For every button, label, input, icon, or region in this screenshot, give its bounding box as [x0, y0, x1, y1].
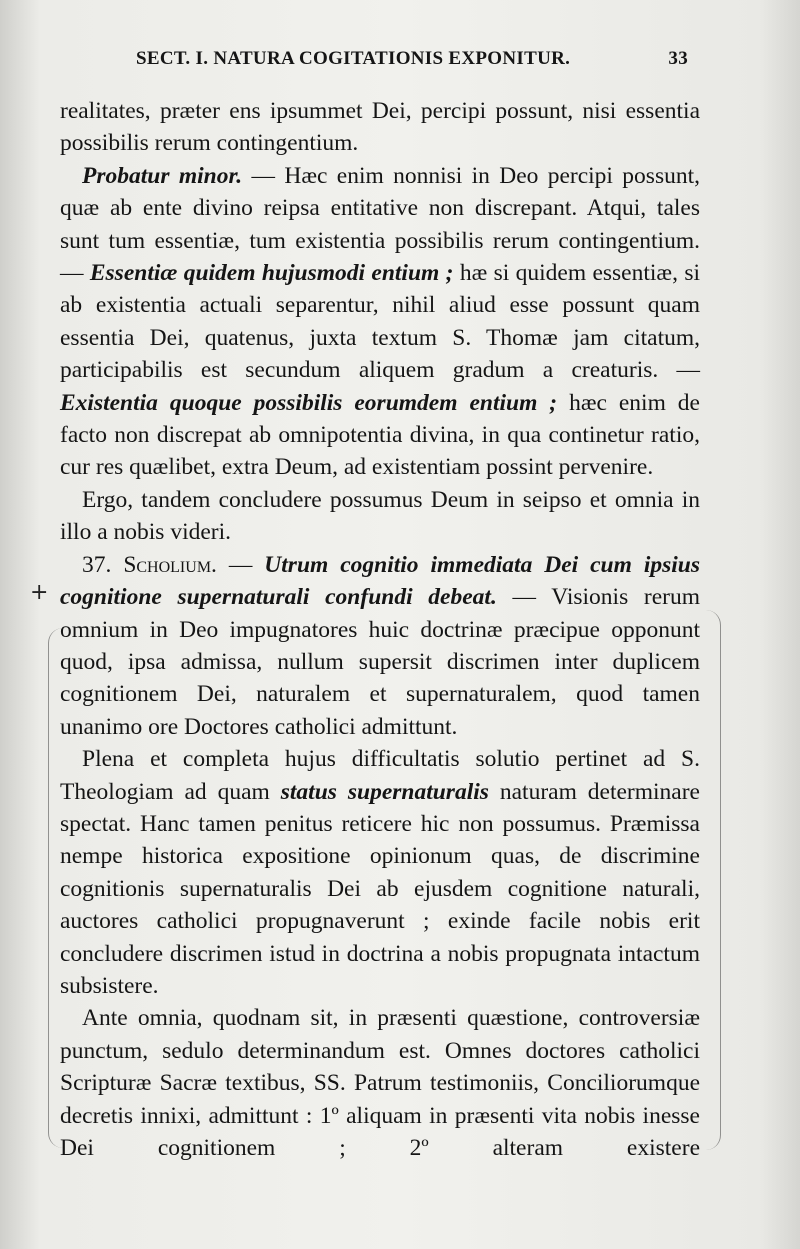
text-run: 37. [82, 551, 124, 578]
paragraph [60, 743, 700, 1002]
margin-pencil-bracket-right [706, 610, 721, 1150]
italic-phrase: Existentia quoque possibilis eorumdem entium ; [60, 389, 558, 416]
running-header [128, 48, 688, 74]
paragraph [60, 95, 700, 160]
paragraph [60, 549, 700, 743]
text-run: hæ si quidem essentiæ, si ab existentia actuali separentur, nihil aliud esse possunt quam essentia Dei, quatenus, juxta textum S. Thomæ jam citatum, participabilis est secundum aliquem gradum a creaturis. — [60, 260, 700, 384]
italic-phrase: Utrum cognitio immediata Dei cum ipsius cognitione supernaturali confundi debeat. [60, 551, 700, 611]
paragraph [60, 484, 700, 549]
text-run: — [216, 551, 265, 578]
text-run: naturam determinare spectat. Hanc tamen penitus reticere hic non possumus. Præmissa nempe historica expositione opinionum quas, de discrimine cognitionis supernaturalis Dei ab ejusdem cognitione naturali, auctores catholici propugnaverunt ; exinde facile nobis erit concludere discrimen istud in doctrina a nobis propugnata intactum subsistere. [60, 778, 700, 999]
paragraph [60, 160, 700, 484]
text-run: Ante omnia, quodnam sit, in præsenti quæstione, controversiæ punctum, sedulo determinandum est. Omnes doctores catholici Scripturæ Sacræ textibus, SS. Patrum testimoniis, Conciliorumque decretis innixi, admittunt : 1º aliquam in præsenti vita nobis inesse Dei cognitionem ; 2º alteram existere [60, 1005, 700, 1161]
text-run: — Hæc enim nonnisi in Deo percipi possunt, quæ ab ente divino reipsa entitative non discrepant. Atqui, tales sunt tum essentiæ, tum existentia possibilis rerum contingentium. — [60, 162, 700, 287]
body-text [60, 95, 700, 1164]
running-title: SECT. I. NATURA COGITATIONIS EXPONITUR. [136, 48, 571, 69]
page-number: 33 [668, 48, 688, 69]
italic-phrase: Essentiæ quidem hujusmodi entium ; [89, 260, 454, 287]
margin-plus-mark: + [30, 580, 49, 605]
paragraph [60, 1002, 700, 1164]
text-run: realitates, præter ens ipsummet Dei, percipi possunt, nisi essentia possibilis rerum contingentium. [60, 98, 700, 157]
text-run: hæc enim de facto non discrepat ab omnipotentia divina, in qua continetur ratio, cur res quælibet, extra Deum, ad existentiam possint pervenire. [60, 389, 700, 481]
text-run: Plena et completa hujus difficultatis solutio pertinet ad S. Theologiam ad quam [60, 746, 700, 805]
small-caps-heading: Scholium. [123, 551, 217, 578]
italic-phrase: status supernaturalis [280, 778, 489, 805]
text-run: Ergo, tandem concludere possumus Deum in seipso et omnia in illo a nobis videri. [60, 486, 700, 546]
italic-phrase: Probatur minor. [82, 162, 243, 189]
text-run: — Visionis rerum omnium in Deo impugnatores huic doctrinæ præcipue opponunt quod, ipsa admissa, nullum supersit discrimen inter duplicem cognitionem Dei, naturalem et supernaturalem, quod tamen unanimo ore Doctores catholici admittunt. [60, 584, 701, 740]
